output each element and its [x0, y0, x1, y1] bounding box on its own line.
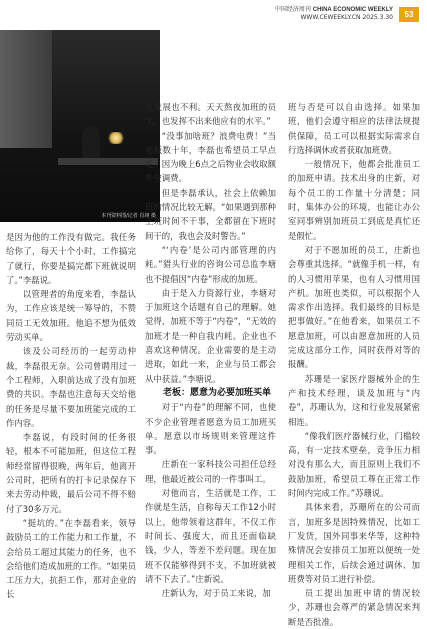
text-column-1 [6, 230, 136, 602]
photo-window [0, 30, 52, 148]
text-column-3 [288, 100, 420, 629]
paragraph: 对于不愿加班的员工，庄新也会尊重其选择。“就像手机一样，有的人习惯用苹果，也有人习惯用国产机。加班也类似，可以根据个人需求作出选择。我们最终的目标是把事做好。”在他看来，如果员工不愿意加班，可以由愿意加班的人员完成这部分工作，同时获得对等的报酬。 [288, 244, 420, 370]
text-column-2 [145, 100, 276, 600]
paragraph: 是因为他的工作没有做完。我任务给你了，每天十个小时，工作搞完了就行，你要是搞完都下班就说明了。”李磊说。 [6, 232, 136, 285]
paragraph: 对他而言，生活就是工作，工作就是生活，自称每天工作12小时以上，他带领着这群年，不仅工作时间长、强度大，而且还面临缺钱，少人，等差不差问题。现在加班不仅能够得到不支，不加班就被请不下去了。”庄新说。 [145, 488, 276, 584]
paragraph: 庄新认为，对于员工来说，加 [161, 588, 271, 599]
photo-desk [58, 158, 158, 165]
paragraph: 对于“内卷”的理解不同，也使不少企业管理者愿意为员工加班买单。愿意以市场规则来管理这件事。 [145, 402, 276, 456]
page-header [0, 0, 427, 30]
paragraph: 由于是入力资源行业，李塘对于加班这个话题有自己的理解。她觉得，加班不等于“内卷”，“无效的加班才是一种自我内耗。企业也不喜欢这种情况。企业需要的是主动进取，如此一来，企业与员工都会从中获益。”李塘说。 [145, 287, 276, 384]
photo-person [82, 126, 100, 158]
paragraph: 该及公司经历的一起劳动仲裁，李磊很无奈。公司曾聘用过一个工程师，入职前达成了没有加班费的共识。李磊也注意每天交给他的任务是尽量不要加班能完成的工作内容。 [6, 346, 136, 428]
magazine-website: WWW.CEWEEKLY.CN [300, 14, 361, 21]
paragraph: 苏珊是一家医疗器械外企的生产和技术经理，谈及加班与“内卷”，苏珊认为，这和行业发展紧密相连。 [288, 373, 420, 427]
paragraph: 员工提出加班申请的情况较少，苏珊也会尊严的紧急情况来判断是否批准。 [288, 588, 420, 627]
section-title: 老板：愿意为必要加班买单 [163, 387, 272, 398]
paragraph: “没事加啥班？浪费电费！”当老板数十年，李磊也希望员工早点走。因为晚上6点之后物业会收取额外空调费。 [145, 130, 276, 184]
paragraph: 一般情况下，他都会批准员工的加班申请。技术出身的庄新，对每个员工的工作量十分清楚；同时，集体办公的环境，也能让办公室同事辨别加班员工到底是真忙还是假忙。 [288, 159, 420, 241]
paragraph: 但是李磊承认，社会上依赖加班的情况比较无解。“如果遇到那种上班时间不干事，全都留在下班时间干的，我也会及时警告。” [145, 187, 276, 241]
paragraph: “像我们医疗器械行业，门槛较高，有一定技术壁垒，竞争压力相对没有那么大，而且原则上我们不鼓励加班，希望员工尊在正常工作时间内完成工作。”苏珊说。 [288, 430, 420, 499]
paragraph: “挺坑的。”在李磊看来，领导鼓励员工的工作能力和工作量，不会给员工超过其能力的任务，也不会给他们造成加班的工作。“如果员工压力大，抗拒工作，那对企业的长 [6, 517, 136, 600]
magazine-en-title: CHINA ECONOMIC WEEKLY [312, 7, 393, 13]
page-number-badge: 53 [399, 7, 419, 22]
paragraph: 具体来看，苏珊所在的公司而言，加班多是因特殊情况，比如工厂发货，国外同事来华等，这种特殊情况会安排员工加班以便统一处理相关工作，后续会通过调休、加班费等对员工进行补偿。 [288, 502, 420, 584]
photo-caption: 本刊资料图/记者 肖翊 摄 [101, 213, 156, 219]
issue-date: 2025.3.30 [362, 14, 393, 21]
article-photo [0, 30, 160, 222]
magazine-info [275, 6, 393, 22]
paragraph: “‘内卷’是公司内部管理的内耗。”猎头行业的咨询公司总监李塘也不提倡因“内卷”形成的加班。 [145, 244, 276, 284]
paragraph: 以管理者的角度来看，李磊认为，工作应该是统一筹导的，不赞同员工无效加班。他追不想为低效劳动买单。 [6, 289, 136, 343]
paragraph: 庄新在一家科技公司担任总经理，他最近被公司的一件事叫工。 [145, 459, 276, 484]
paragraph: 李磊说，有段时间的任务很轻，根本不可能加班，但这位工程师经常留得很晚，两年后，他离开公司时，把所有的打卡记录保存下来去劳动仲裁，最后公司不得不赔付了30多万元。 [6, 432, 136, 514]
magazine-cn-title: 中国经济周刊 [274, 6, 311, 13]
paragraph: 班与否是可以自由选择。如果加班，他们会遵守相应的法律法规提供保障，员工可以根据实际需求自行选择调休或者获取加班费。 [288, 102, 420, 155]
paragraph: 久发展也不利。天天熬夜加班的员工，也发挥不出来他应有的水平。” [145, 102, 276, 127]
photo-lamp [108, 132, 124, 144]
